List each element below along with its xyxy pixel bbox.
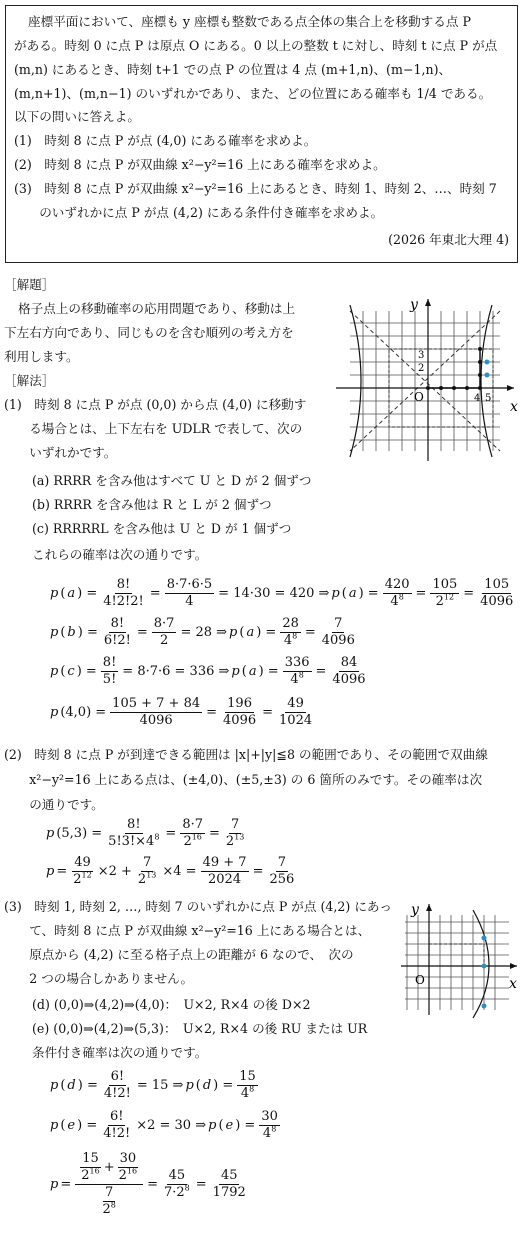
part2-line-1: (2) 時刻 8 に点 P が到達できる範囲は |x|+|y|≦8 の範囲であり、その範囲で双曲線 <box>4 747 488 762</box>
kaidai-line-3: 利用します。 <box>4 349 79 364</box>
hyperbola-points <box>485 360 490 378</box>
kaidai-heading: ［解題］ <box>4 277 55 292</box>
case-b: (b) RRRR を含み他は R と L が 2 個ずつ <box>32 497 272 512</box>
figure-1-hyperbola <box>330 291 520 463</box>
y-arrow-1 <box>425 299 431 306</box>
case-d: (d) (0,0)⇒(4,2)⇒(4,0)： U×2, R×4 の後 D×2 <box>32 997 311 1012</box>
y-label-2: y <box>411 902 419 918</box>
formula-p40: p (4,0) = $\frac{105 + 7 + 84}{4096}$ = $\frac{196}{4096}$ = $\frac{49}{1024}$ <box>50 696 313 728</box>
formula-pe: p ( e ) = $\frac{6!}{4!2!}$ ×2 = 30 ⇒ p ( e ) = $\frac{30}{4^8}$ <box>50 1109 278 1141</box>
formula-p3: p = $\frac{15}{2^{16}}$ + $\frac{30}{2^{16}}$ $\frac{7}{2^8}$ = $\frac{45}{7\cdot 2^8}$ = $\frac{45}{1792}$ <box>50 1151 246 1217</box>
tick-4: 4 <box>474 393 481 404</box>
problem-line-3: (m,n) にあるとき、時刻 t+1 での点 P の位置は 4 点 (m+1,n)、(m−1,n)、 <box>14 62 452 77</box>
part3-line-1: (3) 時刻 1, 時刻 2, …, 時刻 7 のいずれかに点 P が点 (4,2) にあっ <box>4 899 392 914</box>
formula-pd: p ( d ) = $\frac{6!}{4!2!}$ = 15 ⇒ p ( d ) = $\frac{15}{4^8}$ <box>50 1069 256 1101</box>
problem-line-2: がある。時刻 0 に点 P は原点 O にある。0 以上の整数 t に対し、時刻 t に点 P が点 <box>14 38 498 53</box>
part1-intro: これらの確率は次の通りです。 <box>32 547 208 562</box>
part3-line-2: て、時刻 8 に点 P が双曲線 x²−y²=16 上にある場合とは、 <box>4 923 371 938</box>
problem-q3: (3) 時刻 8 に点 P が双曲線 x²−y²=16 上にあるとき、時刻 1、時刻 2、…、時刻 7 <box>14 181 497 196</box>
formula-p2: p = $\frac{49}{2^{12}}$ ×2 + $\frac{7}{2^{13}}$ ×4 = $\frac{49 + 7}{2024}$ = $\frac{7}{256}$ <box>46 855 295 887</box>
case-e: (e) (0,0)⇒(4,2)⇒(5,3)： U×2, R×4 の後 RU または UR <box>32 1021 368 1036</box>
origin-label-1: O <box>414 390 424 404</box>
formula-pc: p ( c ) = $\frac{8!}{5!}$ = 8·7·6 = 336 ⇒ p ( a ) = $\frac{336}{4^8}$ = $\frac{84}{4096}$ <box>50 655 366 687</box>
y-arrow-2 <box>426 904 432 911</box>
tick-2: 2 <box>418 363 425 374</box>
tick-3: 3 <box>418 350 425 361</box>
case-c: (c) RRRRRL を含み他は U と D が 1 個ずつ <box>32 521 292 536</box>
asymptotes <box>350 311 500 451</box>
problem-q3-cont: のいずれかに点 P が点 (4,2) にある条件付き確率を求めよ。 <box>14 205 384 220</box>
problem-source: (2026 年東北大理 4) <box>388 232 509 247</box>
part1-line-3: いずれかです。 <box>4 445 117 460</box>
part3-line-3: 原点から (4,2) に至る格子点上の距離が 6 なので、 次の <box>4 947 354 962</box>
grid-2 <box>405 915 509 1010</box>
part2-line-3: の通りです。 <box>4 797 104 812</box>
kaidai-line-2: 下左右方向であり、同じものを含む順列の考え方を <box>4 325 294 340</box>
part2-line-2: x²−y²=16 上にある点は、(±4,0)、(±5,±3) の 6 箇所のみです。その確率は次 <box>4 772 483 787</box>
formula-pb: p ( b ) = $\frac{8!}{6!2!}$ = $\frac{8\cdot 7}{2}$ = 28 ⇒ p ( a ) = $\frac{28}{4^8}$ = $\frac{7}{4096}$ <box>50 616 355 648</box>
origin-label-2: O <box>415 973 425 987</box>
problem-box <box>5 5 518 263</box>
tick-5: 5 <box>485 393 492 404</box>
part3-line-4: 2 つの場合しかありません。 <box>4 971 194 986</box>
x-label-1: x <box>510 399 518 415</box>
case-a: (a) RRRR を含み他はすべて U と D が 2 個ずつ <box>32 473 312 488</box>
figure-2-hyperbola <box>397 900 523 1020</box>
problem-q2: (2) 時刻 8 に点 P が双曲線 x²−y²=16 上にある確率を求めよ。 <box>14 157 386 172</box>
formula-pa: p ( a ) = $\frac{8!}{4!2!2!}$ = $\frac{8\cdot 7\cdot 6\cdot 5}{4}$ = 14·30 = 420 ⇒ p ( a ) = $\frac{420}{4^8}$ = $\frac{105}{2^{12}}$ = $\frac{105}{4096}$ <box>50 577 514 609</box>
x-label-2: x <box>509 976 517 992</box>
x-arrow-2 <box>510 963 517 969</box>
problem-line-5: 以下の問いに答えよ。 <box>14 109 140 124</box>
hyperbola-left <box>350 305 361 457</box>
part1-line-1: (1) 時刻 8 に点 P が点 (0,0) から点 (4,0) に移動す <box>4 397 307 412</box>
x-arrow-1 <box>507 385 514 391</box>
part3-intro: 条件付き確率は次の通りです。 <box>32 1045 208 1060</box>
formula-p53: p (5,3) = $\frac{8!}{5!3!\times 4^8}$ = $\frac{8\cdot 7}{2^{16}}$ = $\frac{7}{2^{13}}$ <box>46 817 245 849</box>
problem-q1: (1) 時刻 8 に点 P が点 (4,0) にある確率を求めよ。 <box>14 133 317 148</box>
part1-line-2: る場合とは、上下左右を UDLR で表して、次の <box>4 421 303 436</box>
hyperbola-2 <box>473 910 489 1018</box>
kaiho-heading: ［解法］ <box>4 373 55 388</box>
problem-line-1: 座標平面において、座標も y 座標も整数である点全体の集合上を移動する点 P <box>28 14 471 29</box>
y-label-1: y <box>410 297 418 313</box>
kaidai-line-1: 格子点上の移動確率の応用問題であり、移動は上 <box>18 301 296 316</box>
problem-line-4: (m,n+1)、(m,n−1) のいずれかであり、また、どの位置にある確率も 1/4 である。 <box>14 86 492 101</box>
